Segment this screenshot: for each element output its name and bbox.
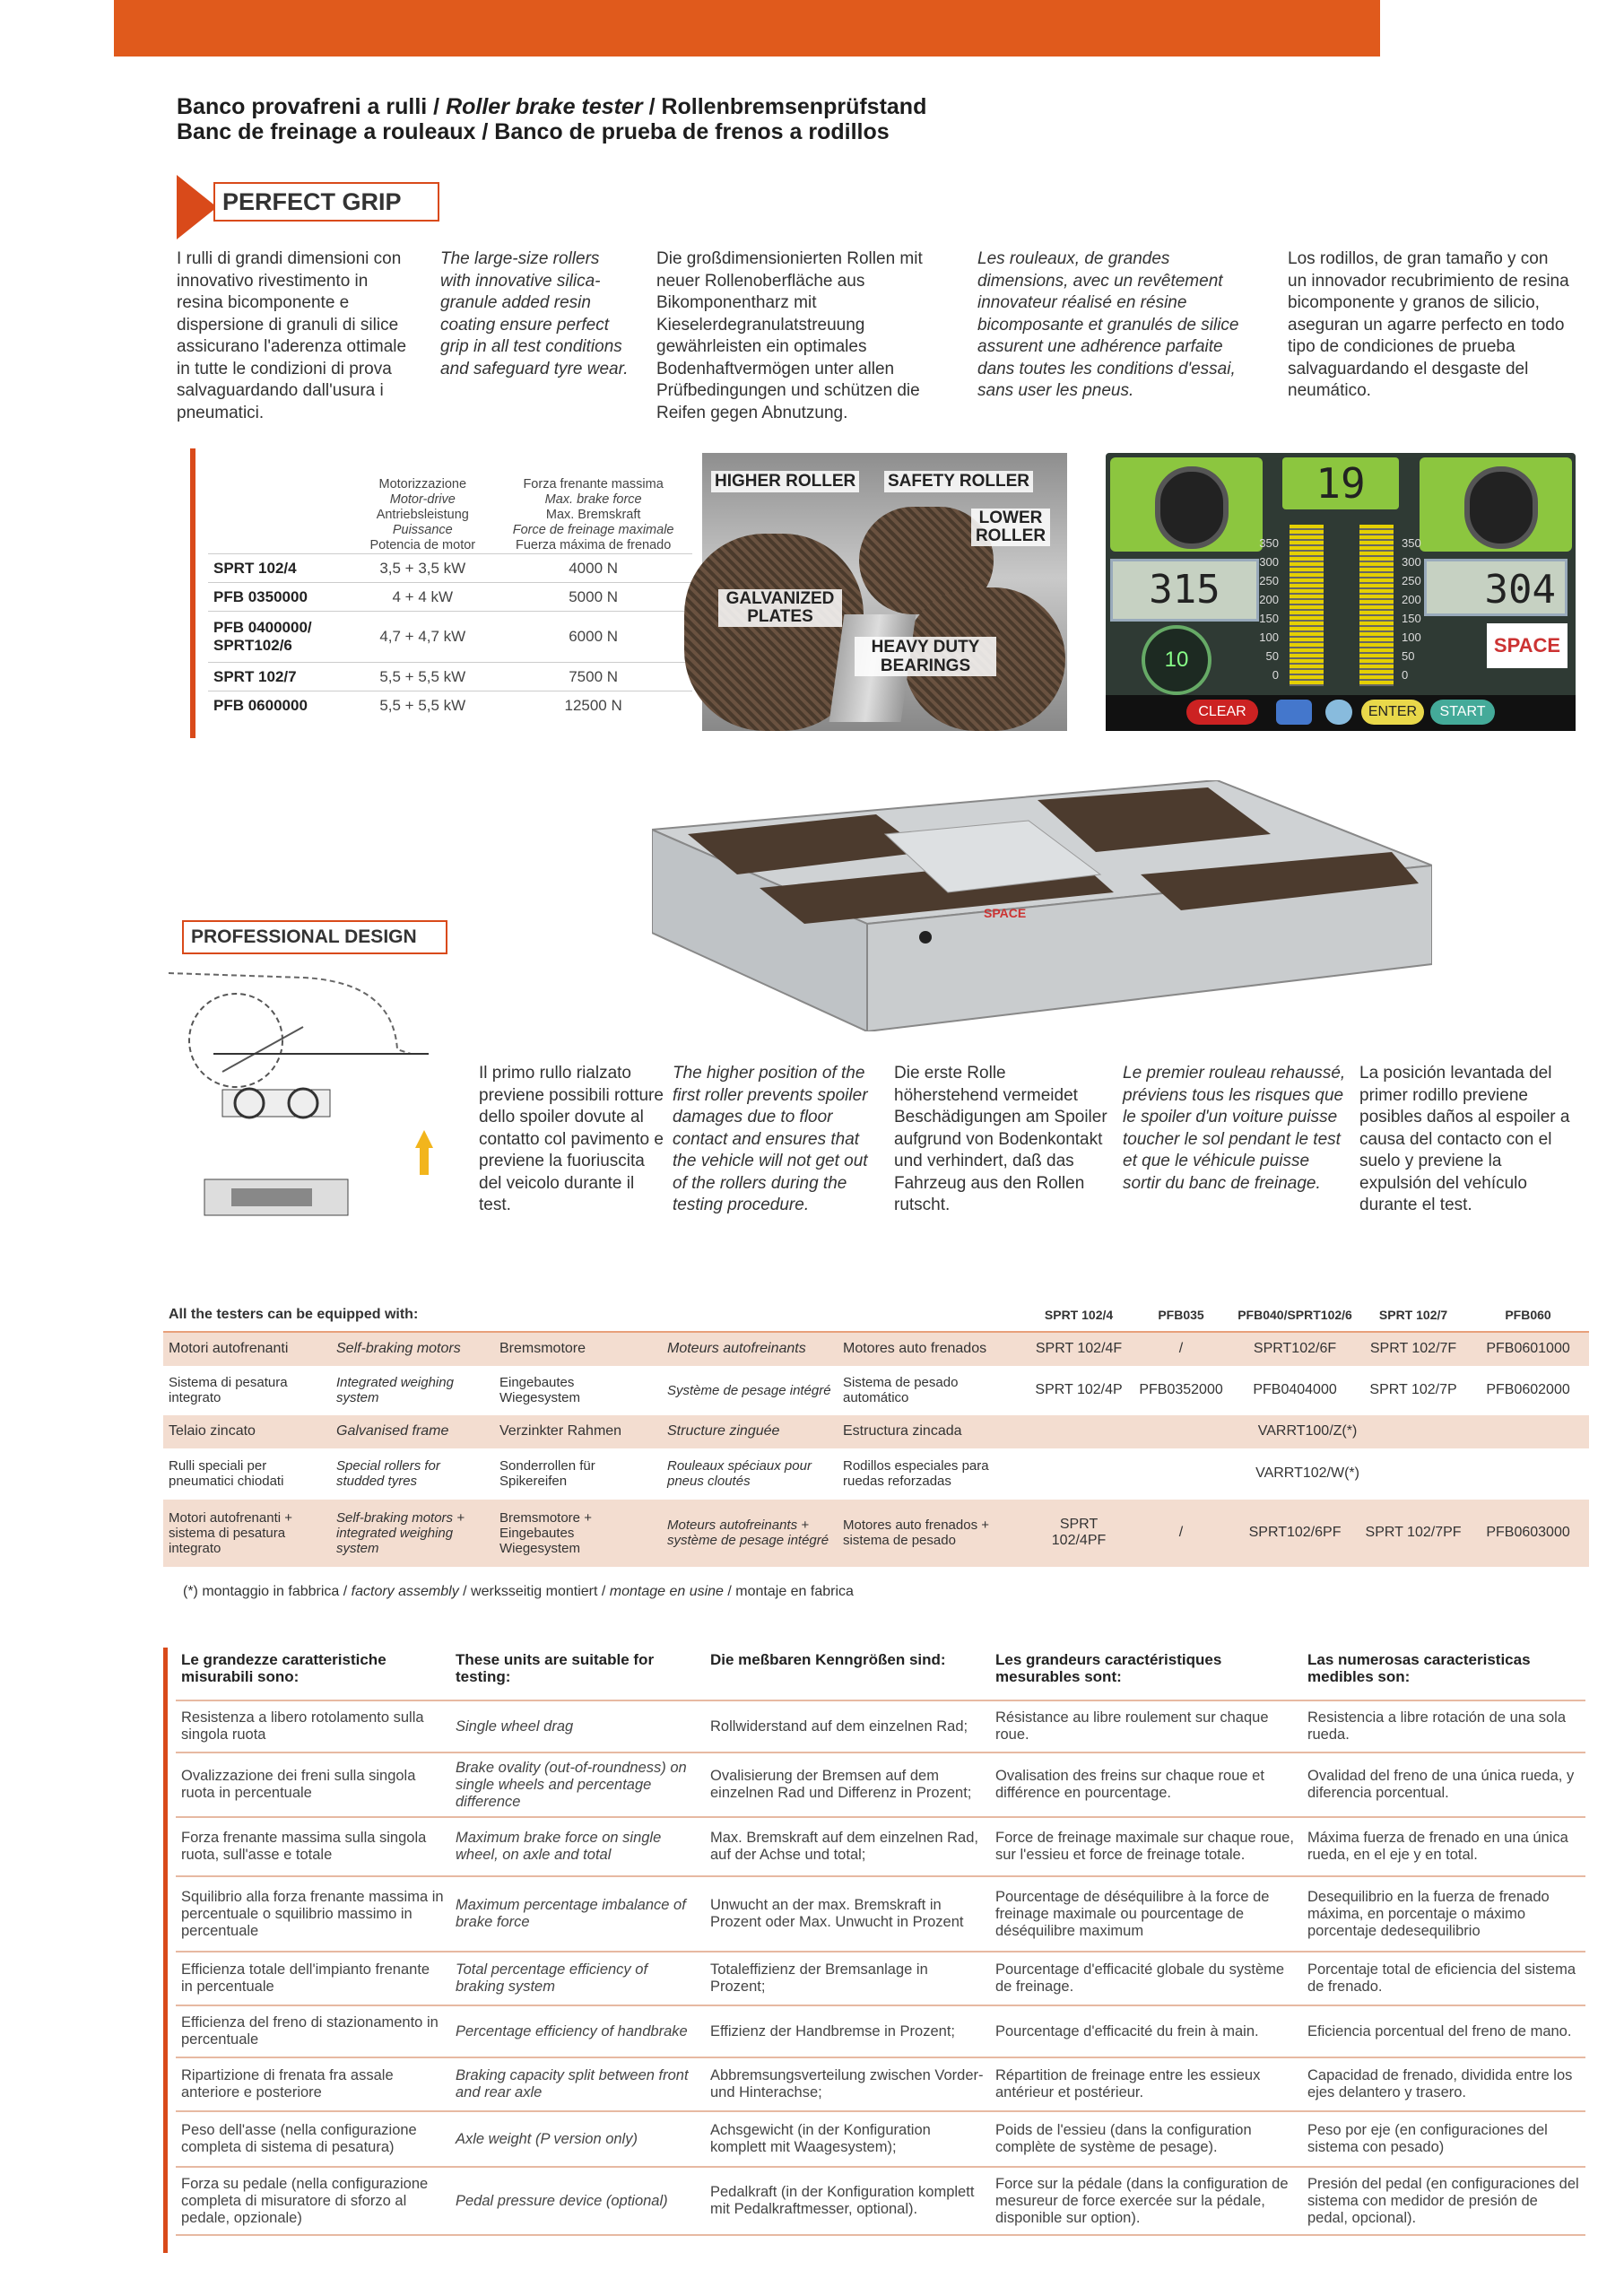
right-wheel-panel [1420,457,1572,552]
start-button[interactable]: START [1430,700,1495,725]
table-row: Sistema di pesatura integrato Integrated weighing system Eingebautes Wiegesystem Système de pesage intégré Sistema de pesado automático SPRT 102/4P PFB0352000 PFB0404000 SPRT 102/7P PFB0602000 [163,1366,1589,1414]
grip-text-de: Die großdimensionierten Rollen mit neuer Rollenoberfläche aus Bikomponentharz mit Kieselerdegranulatstreuung gewährleisten ein optimales Bodenhaftvermögen unter allen Prüfbedingungen und schützen die Reifen gegen Abnutzung. [656,249,923,422]
measure-table-accent-bar [163,1648,168,2253]
table-row: Rulli speciali per pneumatici chiodati Special rollers for studded tyres Sonderrollen für Spikereifen Rouleaux spéciaux pour pneus cloutés Rodillos especiales para ruedas reforzadas VARRT102/W(*) [163,1448,1589,1499]
design-text-it: Il primo rullo rialzato previene possibili rotture dello spoiler dovute al contatto col pavimento e previene la fuoriuscita del veicolo durante il test. [479,1064,664,1214]
table-row: Ovalizzazione dei freni sulla singola ruota in percentuale Brake ovality (out-of-roundness) on single wheels and percentage difference Ovalisierung der Bremsen auf dem einzelnen Rad und Differenz in Prozent; Ovalisation des freins sur chaque roue et différence en pourcentage. Ovalidad del freno de una única rueda, y diferencia porcentual. [176,1752,1585,1817]
right-wheel-icon [1464,466,1538,549]
label-lower-roller: LOWER ROLLER [971,509,1050,546]
grip-text-fr: Les rouleaux, de grandes dimensions, avec un revêtement innovateur réalisé en résine bicomposante et granulés de silice assurent une adhérence parfaite dans toutes les conditions d'essai, sans user les pneus. [977,249,1239,400]
table-row: Squilibrio alla forza frenante massima in percentuale o squilibrio massimo in percentuale Maximum percentage imbalance of brake force Unwucht an der max. Bremskraft in Prozent oder Max. Unwucht in Prozent Pourcentage de déséquilibre à la force de freinage maximale ou pourcentage de déséquilibre maximum Desequilibrio en la fuerza de frenado máxima, en porcentaje o máximo porcentaje dedesequilibrio [176,1876,1585,1952]
design-text-de: Die erste Rolle höherstehend vermeidet Beschädigungen am Spoiler aufgrund von Bodenkontakt und verhindert, daß das Fahrzeug aus den Rollen rutscht. [894,1064,1107,1214]
round-button[interactable] [1325,700,1352,725]
table-row: PFB 0350000 4 + 4 kW 5000 N [208,583,692,612]
label-galvanized-plates: GALVANIZED PLATES [718,589,842,627]
spec-table-accent-bar [190,448,195,738]
top-readout: 19 [1282,457,1399,509]
table-row: PFB 0400000/ SPRT102/6 4,7 + 4,7 kW 6000 N [208,612,692,663]
table-row: Forza su pedale (nella configurazione completa di misuratore di sforzo al pedale, opzionale) Pedal pressure device (optional) Pedalkraft (in der Konfiguration komplett mit Pedalkraftmesser, optional). Force sur la pédale (dans la configuration de mesureur de force exercée sur la pédale, disponible sur option). Presión del pedal (en configuraciones del sistema con medidor de presión de pedal, opcional). [176,2167,1585,2235]
table-row: Efficienza del freno di stazionamento in percentuale Percentage efficiency of handbrake Effizienz der Handbremse in Prozent; Pourcentage d'efficacité du frein à main. Eficiencia porcentual del freno de mano. [176,2005,1585,2057]
print-button[interactable] [1276,700,1312,725]
label-heavy-duty-bearings: HEAVY DUTY BEARINGS [855,637,996,676]
design-text-en: The higher position of the first roller prevents spoiler damages due to floor contact and ensures that the vehicle will not get out of the rollers during the testing procedure. [673,1064,868,1214]
table-row: Telaio zincato Galvanised frame Verzinkter Rahmen Structure zinguée Estructura zincada VARRT100/Z(*) [163,1414,1589,1448]
clear-button[interactable]: CLEAR [1186,700,1258,725]
table-header-row: All the testers can be equipped with: SPRT 102/4 PFB035 PFB040/SPRT102/6 SPRT 102/7 PFB060 [163,1299,1589,1332]
right-readout: 304 [1424,559,1568,616]
table-header-row: Le grandezze caratteristiche misurabili sono: These units are suitable for testing: Die meßbaren Kenngrößen sind: Les grandeurs caractéristiques mesurables sont: Las numerosas caracteristicas medibles son: [176,1648,1585,1700]
left-readout: 315 [1110,559,1259,622]
machine-logo: SPACE [984,906,1027,920]
brake-force-header: Forza frenante massima Max. brake force Max. Bremskraft Force de freinage maximale Fuerza máxima de frenado [512,477,674,552]
table-row: SPRT 102/4 3,5 + 3,5 kW 4000 N [208,554,692,583]
scale-right: 350 300 250 200 150 100 50 0 [1402,536,1421,682]
label-safety-roller: SAFETY ROLLER [884,471,1033,492]
display-console-photo [1106,453,1576,731]
equipment-table [163,1299,1589,1568]
table-row: Motori autofrenanti + sistema di pesatura integrato Self-braking motors + integrated weighing system Bremsmotore + Eingebautes Wiegesystem Moteurs autofreinants + système de pesage intégré Motores auto frenados + sistema de pesado SPRT 102/4PF / SPRT102/6PF SPRT 102/7PF PFB0603000 [163,1499,1589,1567]
scale-left: 350 300 250 200 150 100 50 0 [1259,536,1279,682]
space-logo: SPACE [1487,623,1568,668]
table-row: SPRT 102/7 5,5 + 5,5 kW 7500 N [208,663,692,691]
table-row: PFB 0600000 5,5 + 5,5 kW 12500 N [208,691,692,720]
table-row: Peso dell'asse (nella configurazione completa di sistema di pesatura) Axle weight (P version only) Achsgewicht (in der Konfiguration komplett mit Waagesystem); Poids de l'essieu (dans la configuration complète de système de pesage). Peso por eje (en configuraciones del sistema con pesado) [176,2111,1585,2167]
gauge-readout: 10 [1142,625,1211,695]
title-line-2: Banc de freinage a rouleaux / Banco de prueba de frenos a rodillos [177,119,890,144]
right-force-bar [1359,525,1394,686]
page-title [177,94,926,144]
perfect-grip-badge: PERFECT GRIP [213,182,439,222]
roller-detail-photo [702,453,1067,731]
button-bar [1106,695,1576,731]
grip-text-es: Los rodillos, de gran tamaño y con un innovador recubrimiento de resina bicomponente y granos de silicio, aseguran un agarre perfecto en todo tipo de condiciones de prueba salvaguardando el desgaste del neumático. [1288,249,1569,400]
enter-button[interactable]: ENTER [1361,700,1424,725]
professional-design-badge: PROFESSIONAL DESIGN [182,920,447,954]
top-color-bar [114,0,1380,57]
grip-text-it: I rulli di grandi dimensioni con innovativo rivestimento in resina bicomponente e dispersione di granuli di silice assicurano l'aderenza ottimale in tutte le condizioni di prova salvaguardando dall'usura i pneumatici. [177,249,407,422]
title-line-1: Banco provafreni a rulli / Roller brake tester / Rollenbremsenprüfstand [177,94,927,119]
roller-diagram-image [169,964,438,1242]
table-row: Ripartizione di frenata fra assale anteriore e posteriore Braking capacity split between front and rear axle Abbremsungsverteilung zwischen Vorder- und Hinterachse; Répartition de freinage entre les essieux antérieur et postérieur. Capacidad de frenado, dividida entre los ejes delantero y trasero. [176,2057,1585,2111]
table-row: Forza frenante massima sulla singola ruota, sull'asse e totale Maximum brake force on single wheel, on axle and total Max. Bremskraft auf dem einzelnen Rad, auf der Achse und total; Force de freinage maximale sur chaque roue, sur l'essieu et force de freinage totale. Máxima fuerza de frenado en una única rueda, en el eje y en total. [176,1817,1585,1876]
factory-assembly-footnote: (*) montaggio in fabbrica / factory assembly / werksseitig montiert / montage en usine / montaje en fabrica [183,1584,854,1599]
table-row: Resistenza a libero rotolamento sulla singola ruota Single wheel drag Rollwiderstand auf dem einzelnen Rad; Résistance au libre roulement sur chaque roue. Resistencia a libre rotación de una sola rueda. [176,1700,1585,1752]
design-text-es: La posición levantada del primer rodillo previene posibles daños al espoiler a causa del contacto con el suelo y previene la expulsión del vehículo durante el test. [1359,1064,1570,1214]
left-wheel-panel [1110,457,1263,552]
left-force-bar [1290,525,1324,686]
left-wheel-icon [1155,466,1229,549]
design-text-fr: Le premier rouleau rehaussé, préviens tous les risques que le spoiler d'un voiture puisse toucher le sol pendant le test et que le véhicule puisse sortir du banc de freinage. [1123,1064,1346,1193]
table-row: Efficienza totale dell'impianto frenante in percentuale Total percentage efficiency of braking system Totaleffizienz der Bremsanlage in Prozent; Pourcentage d'efficacité globale du système de freinage. Porcentaje total de eficiencia del sistema de frenado. [176,1952,1585,2005]
brake-tester-machine-image [652,780,1432,1031]
table-row: Motori autofrenanti Self-braking motors Bremsmotore Moteurs autofreinants Motores auto frenados SPRT 102/4F / SPRT102/6F SPRT 102/7F PFB0601000 [163,1332,1589,1366]
motor-drive-header: Motorizzazione Motor-drive Antriebsleistung Puissance Potencia de motor [369,477,476,552]
label-higher-roller: HIGHER ROLLER [711,471,859,492]
arrow-marker-icon [177,175,217,239]
grip-text-en: The large-size rollers with innovative silica-granule added resin coating ensure perfect grip in all test conditions and safeguard tyre wear. [440,249,629,378]
